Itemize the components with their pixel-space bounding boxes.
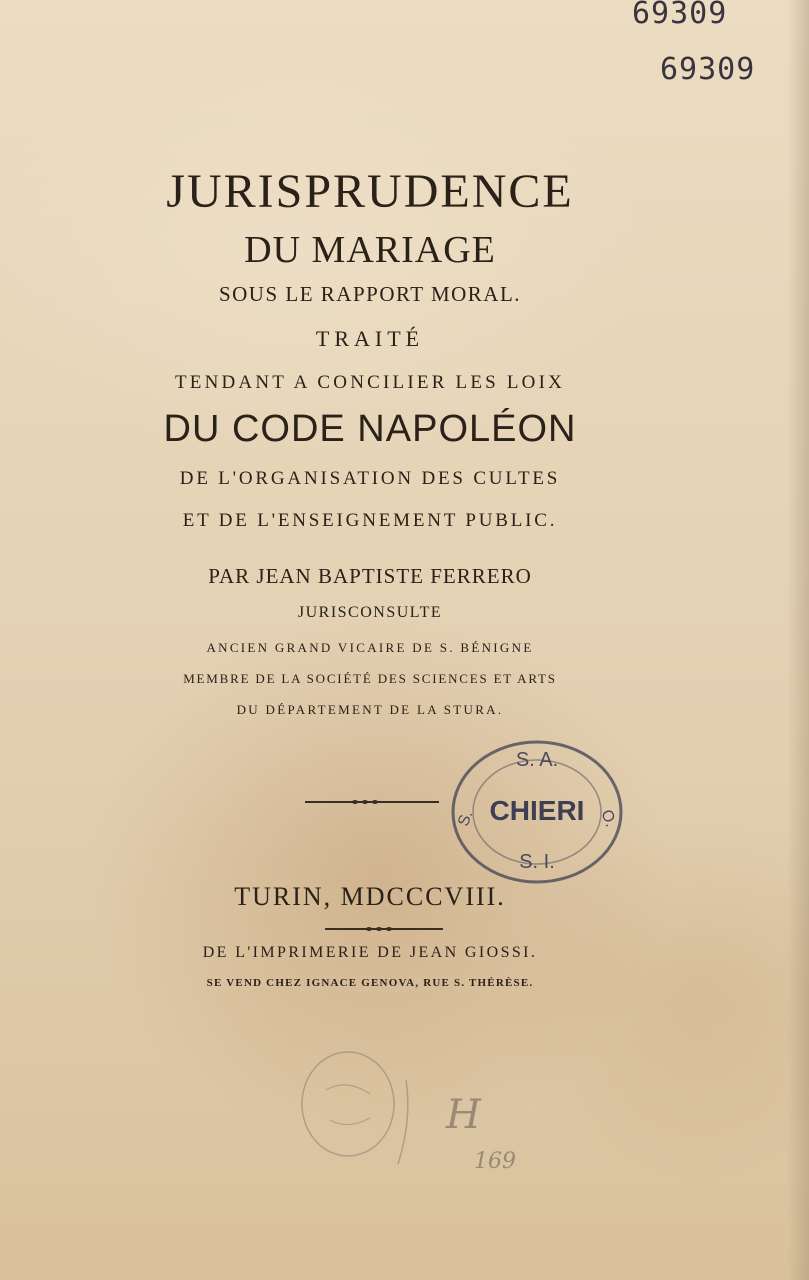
title-code-napoleon: DU CODE NAPOLÉON	[163, 408, 577, 450]
rule-ornament-dot	[366, 927, 372, 931]
stamp-bottom-text: S. I.	[519, 851, 555, 873]
shelfmark-second: 69309	[660, 52, 756, 87]
author-credit-societe: MEMBRE DE LA SOCIÉTÉ DES SCIENCES ET ARTS	[183, 671, 557, 686]
subtitle-organisation-cultes: DE L'ORGANISATION DES CULTES	[179, 468, 561, 489]
author-credit-vicaire: ANCIEN GRAND VICAIRE DE S. BÉNIGNE	[206, 640, 534, 655]
author-role: JURISCONSULTE	[297, 604, 443, 621]
shelfmark-top: 69309	[632, 0, 728, 31]
stamp-center-text: CHIERI	[489, 795, 585, 826]
subtitle-traite: TRAITÉ	[315, 326, 425, 351]
pencil-number: 169	[474, 1149, 516, 1174]
rule-ornament-dot	[386, 927, 392, 931]
rule-ornament-dot	[352, 800, 358, 804]
pencil-annotation	[296, 1040, 556, 1180]
pencil-letter: H	[446, 1092, 481, 1138]
stamp-right-text: O.	[597, 807, 620, 830]
subtitle-concilier: TENDANT A CONCILIER LES LOIX	[174, 372, 566, 393]
subtitle-enseignement-public: ET DE L'ENSEIGNEMENT PUBLIC.	[182, 510, 558, 531]
stamp-left-text: S.	[455, 808, 477, 829]
title-jurisprudence: JURISPRUDENCE	[166, 165, 574, 218]
author-credit-departement: DU DÉPARTEMENT DE LA STURA.	[236, 702, 504, 717]
stamp-top-text: S. A.	[515, 749, 559, 771]
rule-ornament-dot	[372, 800, 378, 804]
imprint-rule	[325, 928, 443, 930]
library-stamp	[448, 736, 626, 888]
imprint-printer: DE L'IMPRIMERIE DE JEAN GIOSSI.	[202, 944, 538, 961]
rule-ornament-dot	[362, 800, 368, 804]
rule-ornament-dot	[376, 927, 382, 931]
author-name: PAR JEAN BAPTISTE FERRERO	[208, 564, 532, 588]
page-edge-shadow	[787, 0, 809, 1280]
title-du-mariage: DU MARIAGE	[244, 229, 496, 271]
imprint-place-date: TURIN, MDCCCVIII.	[234, 882, 506, 911]
imprint-seller: SE VEND CHEZ IGNACE GENOVA, RUE S. THÉRÈSE.	[206, 977, 534, 989]
subtitle-rapport-moral: SOUS LE RAPPORT MORAL.	[218, 282, 522, 306]
